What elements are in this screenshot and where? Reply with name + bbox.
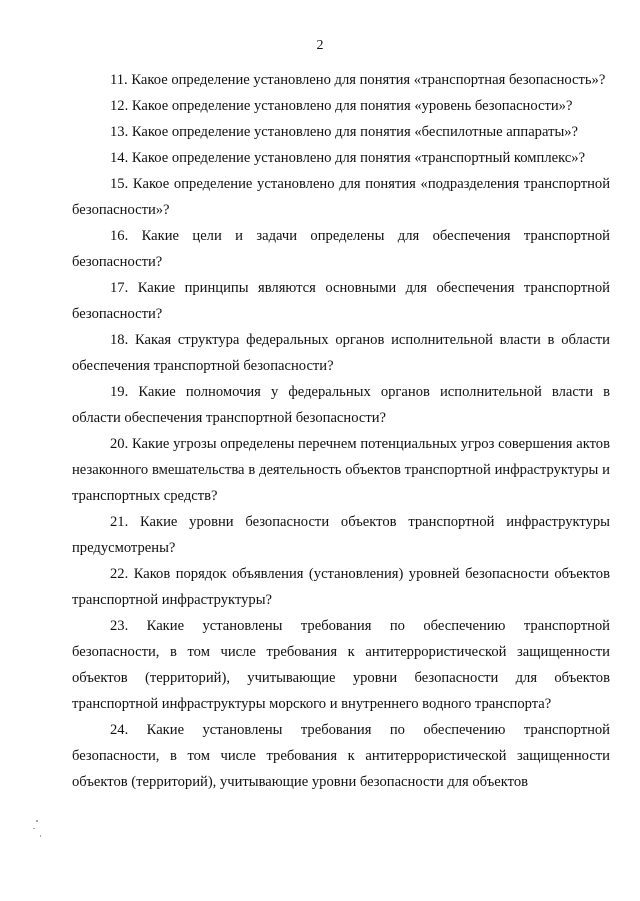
question-item: 16. Какие цели и задачи определены для обеспечения транспортной безопасности?	[72, 228, 610, 270]
scan-speck	[33, 828, 35, 829]
question-item: 15. Какое определение установлено для понятия «подразделения транспортной безопасности»?	[72, 176, 610, 218]
question-item: 19. Какие полномочия у федеральных органов исполнительной власти в области обеспечения транспортной безопасности?	[72, 384, 610, 426]
question-item: 21. Какие уровни безопасности объектов транспортной инфраструктуры предусмотрены?	[72, 514, 610, 556]
scan-speck	[36, 820, 38, 822]
question-item: 13. Какое определение установлено для понятия «беспилотные аппараты»?	[110, 124, 579, 140]
question-item: 18. Какая структура федеральных органов исполнительной власти в области обеспечения транспортной безопасности?	[72, 332, 610, 374]
question-item: 20. Какие угрозы определены перечнем потенциальных угроз совершения актов незаконного вмешательства в деятельность объектов транспортной инфраструктуры и транспортных средств?	[72, 436, 610, 504]
question-item: 11. Какое определение установлено для понятия «транспортная безопасность»?	[110, 72, 606, 88]
page-number: 2	[316, 38, 324, 53]
question-item: 14. Какое определение установлено для понятия «транспортный комплекс»?	[110, 150, 586, 166]
question-item: 22. Каков порядок объявления (установления) уровней безопасности объектов транспортной инфраструктуры?	[72, 566, 610, 608]
scan-speck	[40, 835, 41, 837]
question-item: 24. Какие установлены требования по обеспечению транспортной безопасности, в том числе требования к антитеррористической защищенности объектов (территорий), учитывающие уровни безопасности для объектов	[72, 722, 610, 790]
question-item: 17. Какие принципы являются основными для обеспечения транспортной безопасности?	[72, 280, 610, 322]
question-item: 12. Какое определение установлено для понятия «уровень безопасности»?	[110, 98, 573, 114]
question-item: 23. Какие установлены требования по обеспечению транспортной безопасности, в том числе требования к антитеррористической защищенности объектов (территорий), учитывающие уровни безопасности для объектов транспортной инфраструктуры морского и внутреннего водного транспорта?	[72, 618, 610, 712]
question-list	[72, 67, 610, 795]
